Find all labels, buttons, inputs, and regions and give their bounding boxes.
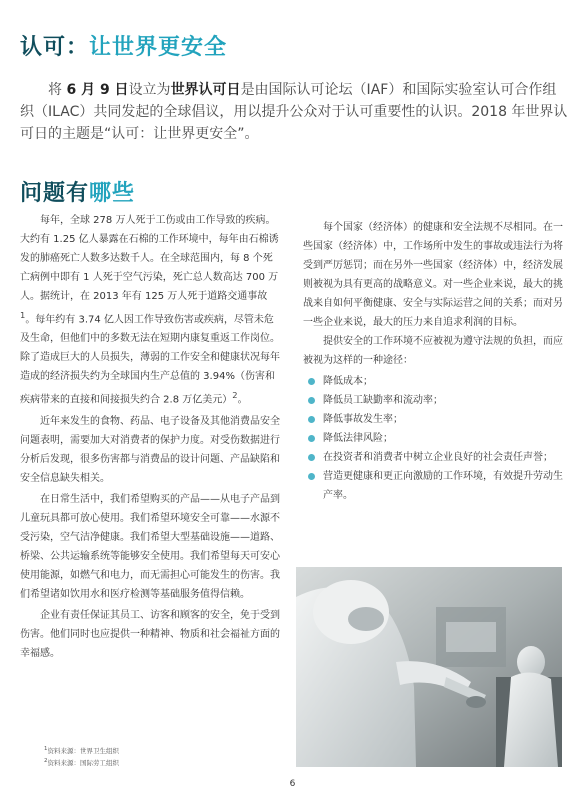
footnote-2: $^2$资料来源：国际劳工组织 [44, 758, 119, 768]
problems-title-part1: 问题有 [20, 181, 90, 206]
bullet-icon [308, 454, 315, 461]
left-p1c-text: 。 [237, 394, 248, 406]
section-title-part2: 让世界更安全 [89, 35, 228, 60]
bullet-icon [308, 473, 315, 480]
problems-title-part2: 哪些 [89, 181, 136, 206]
bullet-icon [308, 435, 315, 442]
section-title-recognition [20, 30, 227, 61]
footnote-1-text: 资料来源：世界卫生组织 [47, 747, 119, 756]
footnote-ref-1: 1 [20, 310, 26, 320]
left-paragraph-3: 在日常生活中，我们希望购买的产品——从电子产品到儿童玩具都可放心使用。我们希望环境安全可靠——水源不受污染，空气洁净健康。我们希望大型基础设施——道路、桥梁、公共运输系统等能够安全使用。我们希望每天可安心使用能源，如燃气和电力，而无需担心可能发生的伤害。我们希望诸如饮用水和医疗检测等基础服务值得信赖。 [20, 493, 280, 600]
list-item [303, 467, 563, 505]
list-item-text: 降低成本； [323, 376, 373, 387]
footnote-1: $^1$资料来源：世界卫生组织 [44, 746, 119, 756]
footnote-2-text: 资料来源：国际劳工组织 [47, 759, 119, 768]
intro-paragraph [20, 79, 570, 145]
right-paragraph-1: 每个国家（经济体）的健康和安全法规不尽相同。在一些国家（经济体）中，工作场所中发生的事故或违法行为将受到严厉惩罚；而在另外一些国家（经济体）中，经济发展则被视为具有更高的战略意义。对一些企业来说，最大的挑战来自如何平衡健康、安全与实际运营之间的关系；而对另一些企业来说，最大的压力来自追求利润的目标。 [303, 222, 563, 328]
section-title-problems [20, 176, 135, 207]
left-paragraph-1 [20, 211, 282, 410]
left-p1-text: 每年，全球 278 万人死于工伤或由工作导致的疾病。大约有 1.25 亿人暴露在石棉的工作环境中，每年由石棉诱发的肺癌死亡人数多达数千人。在全球范围内，每 8 个死亡病例中即有 1 人死于空气污染，死亡总人数高达 700 万人。据统计，在 2013 年有 125 万人死于道路交通事故 [20, 215, 279, 302]
left-p1b-text: 。每年约有 3.74 亿人因工作导致伤害或疾病，尽管未危及生命，但他们中的多数无法在短期内康复重返工作岗位。除了造成巨大的人员损失，薄弱的工作安全和健康状况每年造成的经济损失约为全球国内生产总值的 3.94%（伤害和疾病带来的直接和间接损失约合 2.8 万亿美元） [20, 314, 280, 406]
footnotes [44, 744, 119, 768]
footnote-ref-2: 2 [232, 390, 238, 401]
lab-worker-photo-art [296, 567, 562, 767]
list-item [303, 372, 563, 391]
list-item [303, 429, 563, 448]
intro-text-1: 将 [48, 82, 67, 98]
page-number: 6 [289, 779, 296, 789]
benefits-list [303, 372, 563, 505]
list-item [303, 410, 563, 429]
right-paragraph-2: 提供安全的工作环境不应被视为遵守法规的负担，而应被视为这样的一种途径： [303, 336, 563, 366]
intro-date: 6 月 9 日 [66, 82, 129, 98]
list-item [303, 391, 563, 410]
list-item-text: 降低事故发生率； [323, 414, 403, 425]
left-paragraph-4: 企业有责任保证其员工、访客和顾客的安全，免于受到伤害。他们同时也应提供一种精神、物质和社会福祉方面的幸福感。 [20, 609, 280, 659]
intro-text-3: 是由国际认可论坛（IAF）和国际实验室认可合作组织（ILAC）共同发起的全球倡议，用以提升公众对于认可重要性的认识。2018 年世界认可日的主题是“认可：让世界更安全”。 [20, 82, 568, 142]
intro-text-2: 设立为 [128, 82, 171, 98]
right-column [303, 218, 563, 505]
bullet-icon [308, 416, 315, 423]
list-item [303, 448, 563, 467]
list-item-text: 营造更健康和更正向激励的工作环境，有效提升劳动生产率。 [323, 471, 563, 501]
section-title-part1: 认可： [20, 35, 90, 60]
left-paragraph-2: 近年来发生的食物、药品、电子设备及其他消费品安全问题表明，需要加大对消费者的保护力度。对受伤数据进行分析后发现，很多伤害都与消费品的设计问题、产品缺陷和安全信息缺失相关。 [20, 415, 280, 484]
lab-worker-photo [296, 567, 562, 767]
intro-day-name: 世界认可日 [170, 82, 241, 98]
bullet-icon [308, 397, 315, 404]
list-item-text: 在投资者和消费者中树立企业良好的社会责任声誉； [323, 452, 553, 463]
list-item-text: 降低员工缺勤率和流动率； [323, 395, 443, 406]
bullet-icon [308, 378, 315, 385]
list-item-text: 降低法律风险； [323, 433, 393, 444]
left-column [20, 211, 282, 665]
